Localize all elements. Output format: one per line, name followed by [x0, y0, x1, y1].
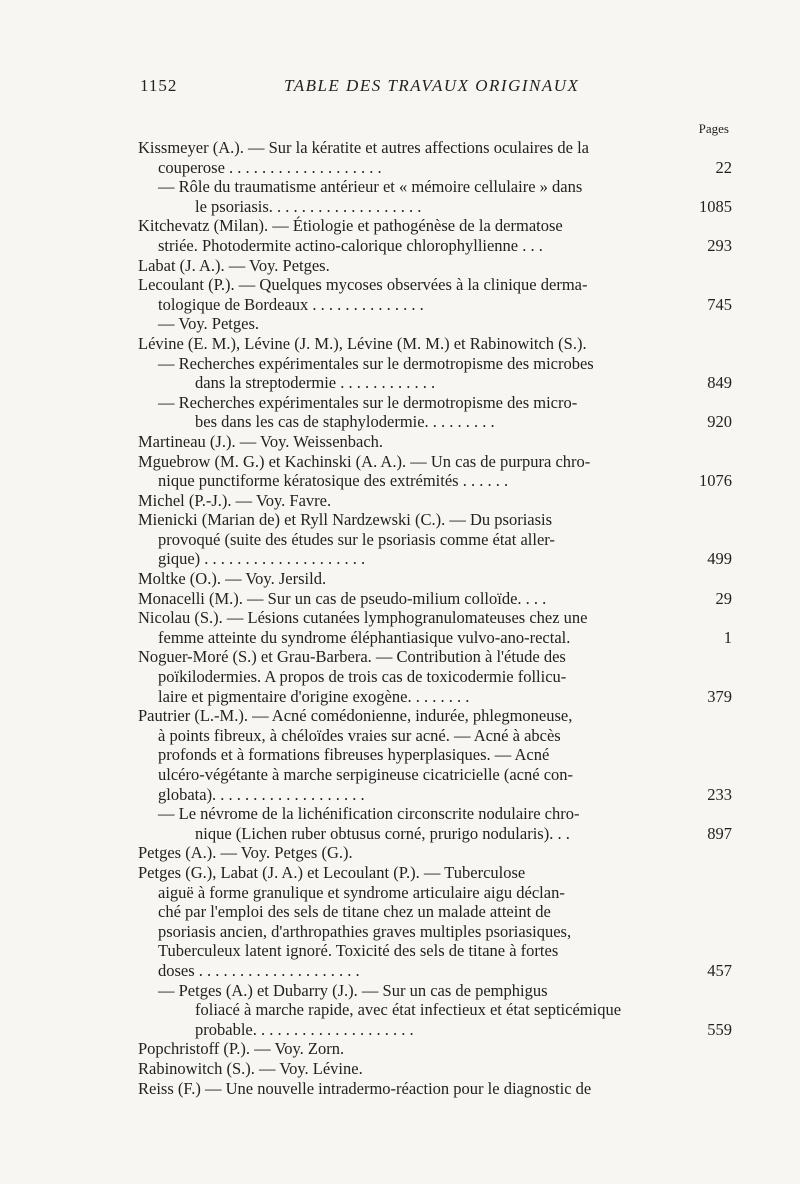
- entry-line: nique punctiforme kératosique des extrémités . . . . . . 1076: [158, 471, 732, 491]
- running-title: TABLE DES TRAVAUX ORIGINAUX: [284, 76, 580, 95]
- index-entry: [138, 1039, 732, 1059]
- page-reference: 22: [710, 158, 733, 178]
- entry-line: dans la streptodermie . . . . . . . . . . . . 849: [195, 373, 732, 393]
- entry-line: poïkilodermies. A propos de trois cas de toxicodermie follicu-: [158, 667, 567, 687]
- index-entry: [138, 314, 732, 334]
- entry-line: Moltke (O.). — Voy. Jersild.: [138, 569, 327, 589]
- entry-line: Lévine (E. M.), Lévine (J. M.), Lévine (M. M.) et Rabinowitch (S.).: [138, 333, 587, 353]
- entry-line: — Petges (A.) et Dubarry (J.). — Sur un cas de pemphigus: [158, 980, 548, 1000]
- entry-line: gique) . . . . . . . . . . . . . . . . . . . . 499: [158, 549, 732, 569]
- entry-line: Noguer-Moré (S.) et Grau-Barbera. — Contribution à l'étude des: [138, 647, 566, 667]
- entry-line: Petges (A.). — Voy. Petges (G.).: [138, 843, 353, 863]
- page-reference: 1085: [693, 197, 732, 217]
- page-reference: 745: [701, 295, 732, 315]
- index-entry: [138, 863, 732, 981]
- entry-line: Kitchevatz (Milan). — Étiologie et pathogénèse de la dermatose: [138, 216, 563, 236]
- entry-line: Nicolau (S.). — Lésions cutanées lymphogranulomateuses chez une: [138, 608, 588, 628]
- index-entry: [138, 510, 732, 569]
- index-entry: [138, 216, 732, 255]
- entry-line: Mguebrow (M. G.) et Kachinski (A. A.). — Un cas de purpura chro-: [138, 451, 591, 471]
- index-entry: [138, 256, 732, 276]
- page-reference: 849: [701, 373, 732, 393]
- entry-line: Kissmeyer (A.). — Sur la kératite et autres affections oculaires de la: [138, 138, 589, 157]
- entry-line: le psoriasis. . . . . . . . . . . . . . . . . . . 1085: [195, 196, 732, 216]
- entry-line: Rabinowitch (S.). — Voy. Lévine.: [138, 1058, 363, 1078]
- entry-line: nique (Lichen ruber obtusus corné, prurigo nodularis). . . 897: [195, 823, 732, 843]
- index-entry: [138, 491, 732, 511]
- entry-line: — Recherches expérimentales sur le dermotropisme des micro-: [158, 392, 578, 412]
- index-entry: [138, 843, 732, 863]
- entry-line: bes dans les cas de staphylodermie. . . . . . . . . 920: [195, 412, 732, 432]
- index-entry: [138, 354, 732, 393]
- index-entry: [138, 1079, 732, 1099]
- index-entry: [138, 1059, 732, 1079]
- entry-line: à points fibreux, à chéloïdes vraies sur acné. — Acné à abcès: [158, 725, 561, 745]
- index-entry: [138, 177, 732, 216]
- entry-line: femme atteinte du syndrome éléphantiasique vulvo-ano-rectal. 1: [158, 627, 732, 647]
- index-entry: [138, 706, 732, 804]
- entry-line: couperose . . . . . . . . . . . . . . . . . . . 22: [158, 157, 732, 177]
- page-reference: 379: [701, 687, 732, 707]
- entry-line: Popchristoff (P.). — Voy. Zorn.: [138, 1039, 345, 1059]
- index-entry: [138, 804, 732, 843]
- entry-line: profonds et à formations fibreuses hyperplasiques. — Acné: [158, 745, 550, 765]
- index-entry: [138, 452, 732, 491]
- entry-line: provoqué (suite des études sur le psoriasis comme état aller-: [158, 529, 555, 549]
- entry-line: Labat (J. A.). — Voy. Petges.: [138, 255, 330, 275]
- index-entry: [138, 393, 732, 432]
- entry-line: foliacé à marche rapide, avec état infectieux et état septicémique: [195, 1000, 622, 1020]
- entry-line: Martineau (J.). — Voy. Weissenbach.: [138, 431, 384, 451]
- entry-line: globata). . . . . . . . . . . . . . . . . . . 233: [158, 784, 732, 804]
- entry-line: striée. Photodermite actino-calorique chlorophyllienne . . . 293: [158, 235, 732, 255]
- index-entry: [138, 334, 732, 354]
- page-reference: 897: [701, 824, 732, 844]
- page-header: [140, 76, 732, 100]
- entry-line: Lecoulant (P.). — Quelques mycoses observées à la clinique derma-: [138, 275, 588, 295]
- entry-line: laire et pigmentaire d'origine exogène. . . . . . . . 379: [158, 686, 732, 706]
- index-entry: [138, 589, 732, 609]
- entry-line: Petges (G.), Labat (J. A.) et Lecoulant (P.). — Tuberculose: [138, 862, 526, 882]
- page-number: 1152: [140, 76, 178, 95]
- page-reference: 29: [710, 589, 733, 609]
- entry-line: — Rôle du traumatisme antérieur et « mémoire cellulaire » dans: [158, 177, 583, 197]
- entry-line: Monacelli (M.). — Sur un cas de pseudo-milium colloïde. . . . 29: [138, 588, 732, 608]
- page-reference: 920: [701, 412, 732, 432]
- index-entry: [138, 647, 732, 706]
- pages-column-label: Pages: [698, 121, 729, 136]
- entry-line: Pautrier (L.-M.). — Acné comédonienne, indurée, phlegmoneuse,: [138, 706, 573, 726]
- index-list: [138, 138, 732, 1098]
- index-entry: [138, 275, 732, 314]
- entry-line: — Recherches expérimentales sur le dermotropisme des microbes: [158, 353, 594, 373]
- entry-line: Tuberculeux latent ignoré. Toxicité des sels de titane à fortes: [158, 941, 559, 961]
- entry-line: psoriasis ancien, d'arthropathies graves multiples psoriasiques,: [158, 921, 572, 941]
- page-reference: 457: [701, 961, 732, 981]
- entry-line: Mienicki (Marian de) et Ryll Nardzewski (C.). — Du psoriasis: [138, 510, 553, 530]
- page-reference: 559: [701, 1020, 732, 1040]
- entry-line: doses . . . . . . . . . . . . . . . . . . . . 457: [158, 960, 732, 980]
- entry-line: aiguë à forme granulique et syndrome articulaire aigu déclan-: [158, 882, 565, 902]
- page-reference: 233: [701, 785, 732, 805]
- page-reference: 1: [718, 628, 732, 648]
- entry-line: probable. . . . . . . . . . . . . . . . . . . . 559: [195, 1019, 732, 1039]
- entry-line: ché par l'emploi des sels de titane chez un malade atteint de: [158, 902, 551, 922]
- index-entry: [138, 569, 732, 589]
- index-entry: [138, 138, 732, 177]
- index-entry: [138, 608, 732, 647]
- entry-line: — Le névrome de la lichénification circonscrite nodulaire chro-: [158, 804, 580, 824]
- entry-line: tologique de Bordeaux . . . . . . . . . . . . . . 745: [158, 294, 732, 314]
- index-entry: [138, 432, 732, 452]
- entry-line: Reiss (F.) — Une nouvelle intradermo-réaction pour le diagnostic de: [138, 1078, 592, 1098]
- page-reference: 499: [701, 549, 732, 569]
- page-reference: 1076: [693, 471, 732, 491]
- index-entry: [138, 981, 732, 1040]
- page-reference: 293: [701, 236, 732, 256]
- entry-line: Michel (P.-J.). — Voy. Favre.: [138, 490, 332, 510]
- entry-line: ulcéro-végétante à marche serpigineuse cicatricielle (acné con-: [158, 765, 574, 784]
- entry-line: — Voy. Petges.: [158, 314, 259, 334]
